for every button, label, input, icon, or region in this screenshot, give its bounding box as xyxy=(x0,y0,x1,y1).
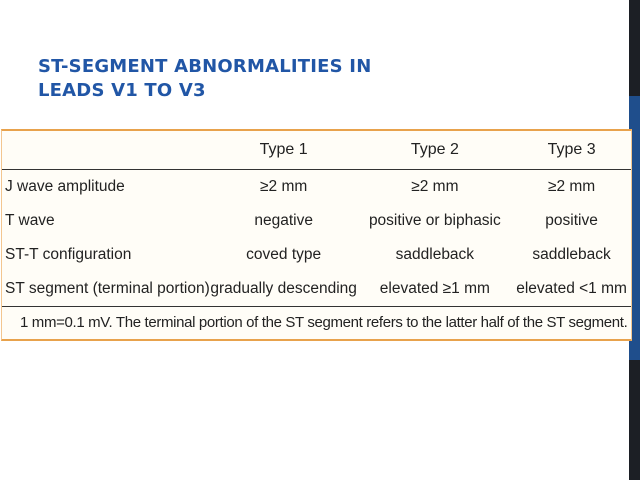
table-row xyxy=(2,238,631,272)
abnormalities-table xyxy=(2,131,631,307)
slide-title-line-2: LEADS V1 TO V3 xyxy=(38,80,206,101)
row-label: ST segment (terminal portion) xyxy=(2,272,210,307)
table-cell: gradually descending xyxy=(210,272,358,307)
row-label: T wave xyxy=(5,212,55,229)
column-header-type-3: Type 3 xyxy=(512,131,631,170)
column-header-type-1: Type 1 xyxy=(210,131,358,170)
table-row xyxy=(2,272,631,307)
table-cell: positive or biphasic xyxy=(368,212,501,229)
table-cell: coved type xyxy=(246,246,322,263)
column-header-type-2: Type 2 xyxy=(358,131,513,170)
table-cell: saddleback xyxy=(532,246,611,263)
table-header-row xyxy=(2,131,631,170)
table-cell: ≥2 mm xyxy=(411,178,459,195)
row-label: ST-T configuration xyxy=(5,246,132,263)
table-cell: positive xyxy=(545,212,598,229)
table-cell: elevated <1 mm xyxy=(512,272,631,307)
slide-title xyxy=(38,55,498,103)
table-row xyxy=(2,204,631,238)
slide-title-line-1: ST-SEGMENT ABNORMALITIES IN xyxy=(38,56,372,77)
table-cell: ≥2 mm xyxy=(547,178,596,195)
row-label: J wave amplitude xyxy=(5,178,125,195)
column-header-blank xyxy=(2,131,210,170)
table-cell: saddleback xyxy=(395,246,475,263)
table-cell: elevated ≥1 mm xyxy=(358,272,513,307)
abnormalities-table-image xyxy=(1,129,632,341)
table-cell: negative xyxy=(254,212,313,229)
table-footnote: 1 mm=0.1 mV. The terminal portion of the ST segment refers to the latter half of the ST segment. xyxy=(20,314,628,331)
table-cell: ≥2 mm xyxy=(260,178,308,195)
table-row xyxy=(2,170,631,205)
